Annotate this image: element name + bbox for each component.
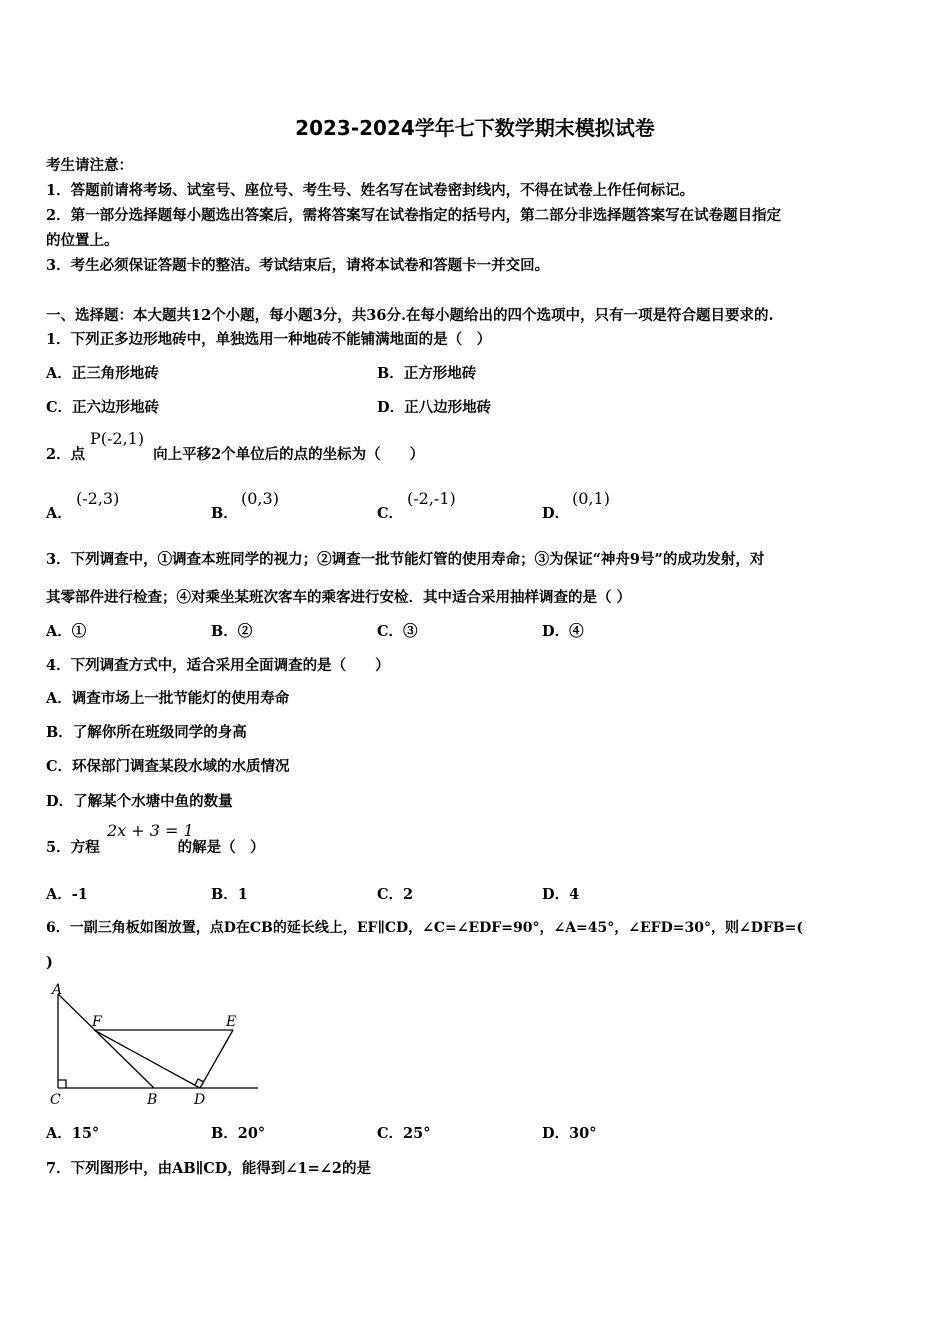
notice-item-3: 3．考生必须保证答题卡的整洁。考试结束后，请将本试卷和答题卡一并交回。 <box>46 257 550 274</box>
q2-option-a-value: (-2,3) <box>76 489 120 508</box>
q6-option-d: D．30° <box>542 1125 597 1142</box>
label-a: A <box>52 982 63 998</box>
q5-option-d: D．4 <box>542 886 580 903</box>
q6-option-a: A．15° <box>46 1125 100 1142</box>
q2-option-b-label: B． <box>211 505 238 522</box>
q5-suffix: 的解是（ ） <box>177 839 265 856</box>
q5-option-b: B．1 <box>211 886 248 903</box>
q1-option-b: B．正方形地砖 <box>377 365 477 382</box>
segment-ab <box>58 994 154 1088</box>
exam-title: 2023-2024学年七下数学期末模拟试卷 <box>295 116 655 140</box>
q6-option-b: B．20° <box>211 1125 266 1142</box>
label-b: B <box>147 1092 158 1108</box>
q3-stem-line2: 其零部件进行检查；④对乘坐某班次客车的乘客进行安检．其中适合采用抽样调查的是（ ） <box>46 589 632 606</box>
q2-option-c-label: C． <box>377 505 404 522</box>
q2-option-d-value: (0,1) <box>572 489 610 508</box>
q2-option-b-value: (0,3) <box>241 489 279 508</box>
q6-triangle-figure <box>44 982 264 1112</box>
section-heading: 一、选择题：本大题共12个小题，每小题3分，共36分.在每小题给出的四个选项中，只有一项是符合题目要求的. <box>46 307 774 324</box>
q6-stem-line2: ) <box>46 954 53 971</box>
label-c: C <box>50 1092 61 1108</box>
q4-option-c: C．环保部门调查某段水域的水质情况 <box>46 758 290 775</box>
q4-option-d: D．了解某个水塘中鱼的数量 <box>46 793 233 810</box>
notice-item-2: 2．第一部分选择题每小题选出答案后，需将答案写在试卷指定的括号内，第二部分非选择题答案写在试卷题目指定 <box>46 207 782 224</box>
q2-option-c-value: (-2,-1) <box>407 489 456 508</box>
q6-stem-line1: 6．一副三角板如图放置，点D在CB的延长线上，EF∥CD，∠C=∠EDF=90°，∠A=45°，∠EFD=30°，则∠DFB=( <box>46 920 803 936</box>
right-angle-c <box>58 1080 66 1088</box>
q4-option-a: A．调查市场上一批节能灯的使用寿命 <box>46 690 290 707</box>
notice-item-1: 1．答题前请将考场、试室号、座位号、考生号、姓名写在试卷密封线内，不得在试卷上作任何标记。 <box>46 182 695 199</box>
q2-point: P(-2,1) <box>90 429 145 448</box>
q3-option-c: C．③ <box>377 623 418 640</box>
notice-heading: 考生请注意： <box>46 157 133 174</box>
q5-equation: 2x + 3 = 1 <box>107 821 194 840</box>
label-f: F <box>92 1014 102 1030</box>
q3-option-a: A．① <box>46 623 87 640</box>
q6-option-c: C．25° <box>377 1125 431 1142</box>
q3-option-b: B．② <box>211 623 253 640</box>
q2-prefix: 2．点 <box>46 446 86 463</box>
q7-stem: 7．下列图形中，由AB∥CD，能得到∠1=∠2的是 <box>46 1160 372 1177</box>
segment-fd <box>94 1030 200 1088</box>
q5-prefix: 5．方程 <box>46 839 100 856</box>
q1-option-d: D．正八边形地砖 <box>377 399 492 416</box>
q2-option-a-label: A． <box>46 505 72 522</box>
q2-option-d-label: D． <box>542 505 570 522</box>
q1-option-a: A．正三角形地砖 <box>46 365 159 382</box>
notice-item-2-cont: 的位置上。 <box>46 232 119 249</box>
label-e: E <box>226 1014 237 1030</box>
q3-option-d: D．④ <box>542 623 584 640</box>
q5-option-c: C．2 <box>377 886 414 903</box>
q1-stem: 1．下列正多边形地砖中，单独选用一种地砖不能铺满地面的是（ ） <box>46 331 492 348</box>
q3-stem-line1: 3．下列调查中，①调查本班同学的视力；②调查一批节能灯管的使用寿命；③为保证“神舟9号”的成功发射，对 <box>46 551 765 568</box>
q5-option-a: A．-1 <box>46 886 88 903</box>
label-d: D <box>194 1092 206 1108</box>
q2-suffix: 向上平移2个单位后的点的坐标为（ ） <box>153 446 425 463</box>
q4-stem: 4．下列调查方式中，适合采用全面调查的是（ ） <box>46 657 390 674</box>
q1-option-c: C．正六边形地砖 <box>46 399 160 416</box>
q4-option-b: B．了解你所在班级同学的身高 <box>46 724 247 741</box>
segment-ed <box>200 1030 233 1088</box>
